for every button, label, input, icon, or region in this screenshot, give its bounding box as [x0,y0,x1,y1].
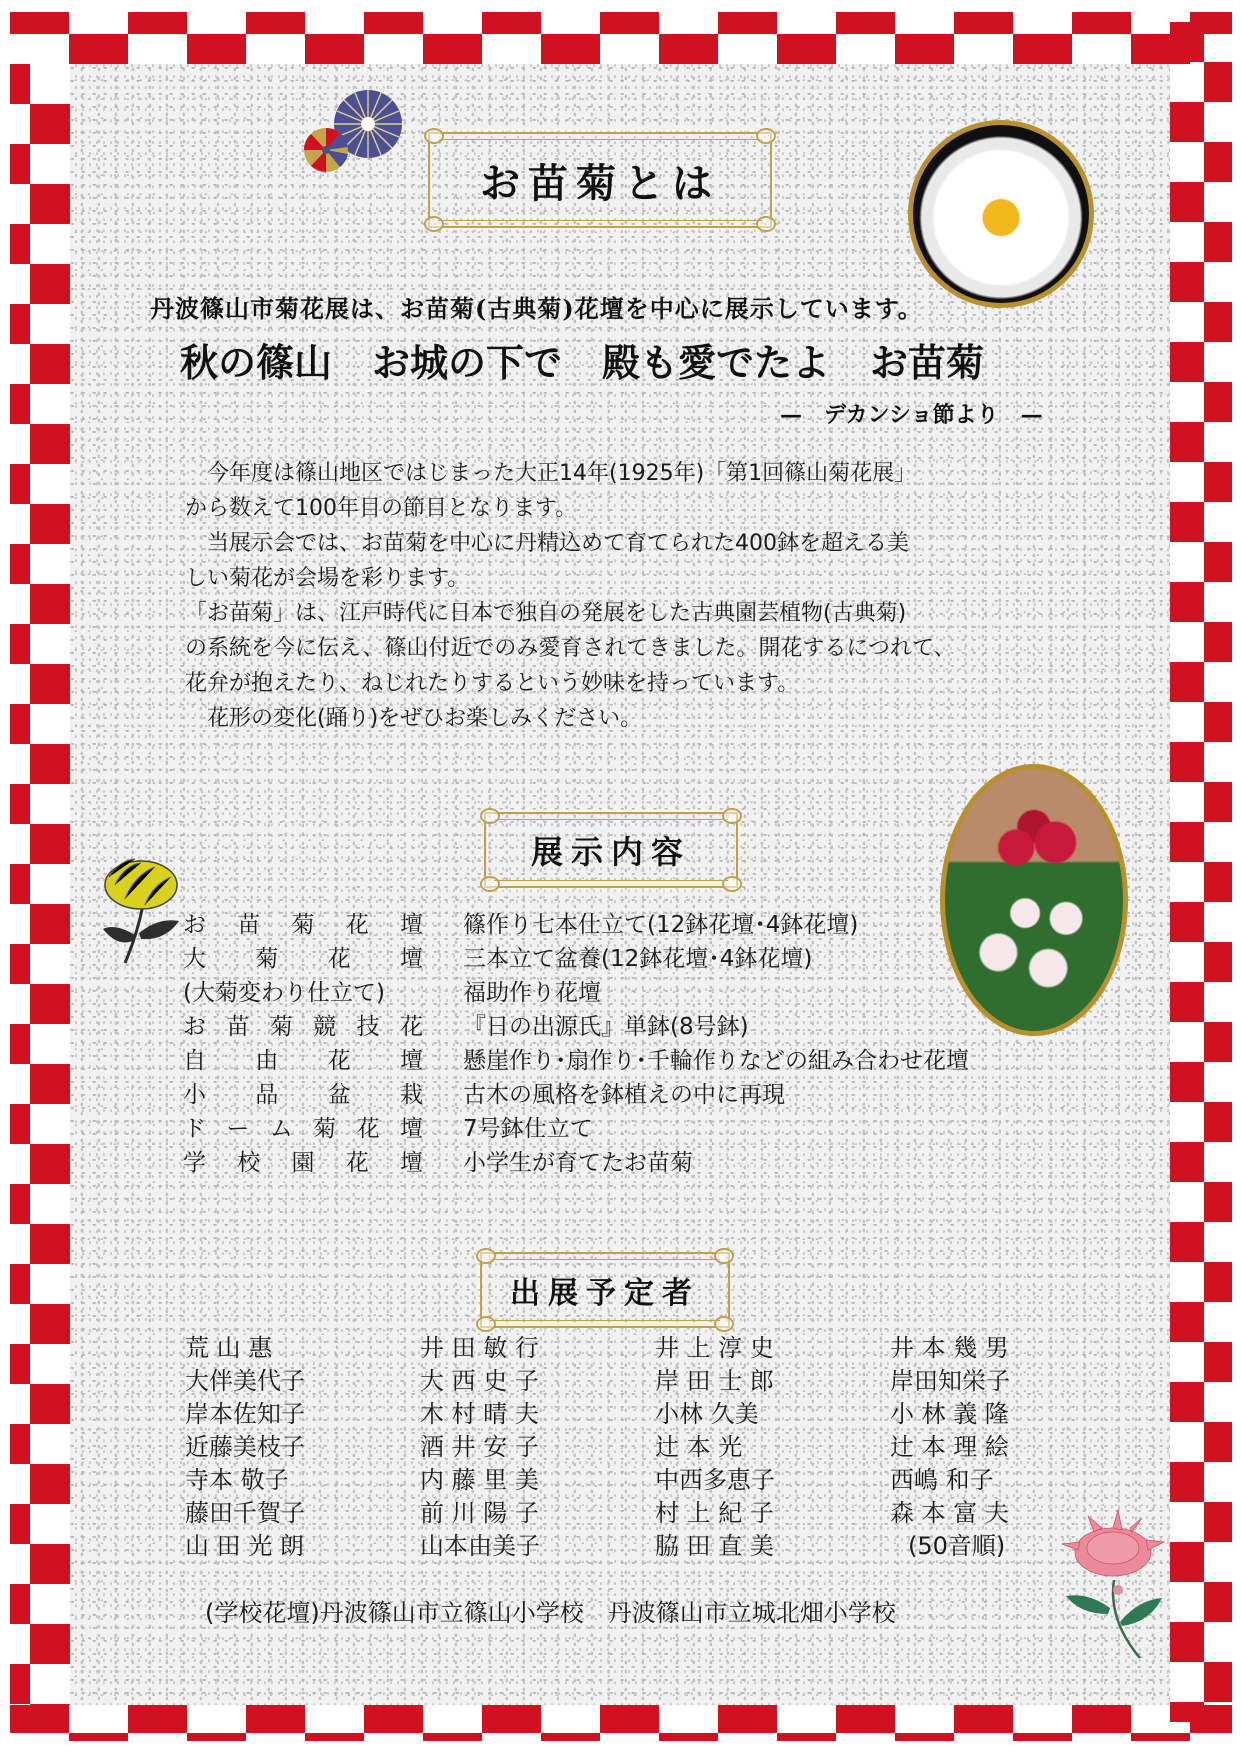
exhibit-category-char: ー [226,1116,250,1142]
exhibit-category-char: 由 [255,1048,279,1074]
red-white-chrysanthemum-photo [940,764,1128,1036]
verse-line-4: お苗菊 [870,340,985,385]
exhibit-category-char: 壇 [400,912,423,938]
exhibit-category [183,974,463,1007]
exhibit-row [183,906,858,939]
exhibit-description: 篠作り七本仕立て(12鉢花壇･4鉢花壇) [463,912,859,938]
checkered-border-bottom [10,1705,1232,1741]
exhibitor-name: 井 田 敏 行 [420,1334,539,1362]
intro-paragraphs [185,456,1085,736]
exhibit-category-char: 壇 [399,1116,423,1142]
exhibitor-name: 岸本佐知子 [185,1400,305,1428]
exhibit-description: 懸崖作り･扇作り･千輪作りなどの組み合わせ花壇 [463,1048,969,1074]
exhibit-category-char: 苗 [226,1014,250,1040]
checkered-border-left [10,64,70,1705]
exhibit-category-char: (大菊変わり仕立て) [183,980,385,1006]
exhibit-category-char: 菊 [313,1116,337,1142]
title-frame-exhibitors [480,1252,730,1328]
exhibit-description: 福助作り花壇 [463,980,601,1006]
paragraph-line: の系統を今に伝え、篠山付近でのみ愛育されてきました。開花するにつれて、 [185,636,956,661]
exhibitor-name: 西嶋 和子 [890,1466,994,1494]
paragraph-line: 今年度は篠山地区ではじまった大正14年(1925年)「第1回篠山菊花展」 [207,461,917,486]
exhibitor-name: 小林 久美 [655,1400,759,1428]
section-title-exhibitors: 出展予定者 [510,1276,700,1311]
exhibit-category-char: 壇 [400,1150,423,1176]
exhibitor-name: 山 田 光 朗 [185,1532,304,1560]
exhibit-row [183,1076,785,1109]
exhibit-category-char: 菊 [291,912,315,938]
exhibit-category-char: お [183,912,206,938]
exhibitor-name: 山本由美子 [420,1532,540,1560]
exhibit-category-char: 花 [327,946,351,972]
exhibit-category-char: 盆 [327,1082,351,1108]
paragraph-line: 当展示会では、お苗菊を中心に丹精込めて育てられた400鉢を超える美 [207,531,909,556]
exhibit-category-char: 学 [183,1150,206,1176]
verse-line-2: お城の下で [372,340,563,385]
exhibit-category-char: 競 [313,1014,337,1040]
paragraph-line: 花形の変化(踊り)をぜひお楽しみください。 [207,706,643,731]
exhibit-description: 7号鉢仕立て [463,1116,593,1142]
yellow-chrysanthemum-illustration [95,855,185,965]
paragraph-line: しい菊花が会場を彩ります。 [185,566,470,591]
exhibitor-name: (50音順) [908,1532,1006,1560]
exhibit-category [183,1008,463,1041]
exhibitor-name: 近藤美枝子 [185,1433,305,1461]
paragraph-line: 花弁が抱えたり、ねじれたりするという妙味を持っています。 [185,671,800,696]
exhibit-category-char: 品 [255,1082,279,1108]
exhibitor-name: 森 本 富 夫 [890,1499,1009,1527]
exhibit-row [183,1008,749,1041]
exhibitor-name: 酒 井 安 子 [420,1433,539,1461]
title-frame-exhibits [484,812,738,888]
exhibitor-name: 前 川 陽 子 [420,1499,539,1527]
exhibitor-name: 大 西 史 子 [420,1367,539,1395]
exhibit-category-char: 自 [183,1048,206,1074]
exhibitor-name: 藤田千賀子 [185,1499,305,1527]
exhibit-category-char: 苗 [237,912,261,938]
school-exhibitors: (学校花壇)丹波篠山市立篠山小学校 丹波篠山市立城北畑小学校 [205,1599,896,1627]
exhibit-category [183,1076,463,1109]
verse-source: — デカンショ節より — [780,402,1043,428]
exhibit-row [183,974,601,1007]
section-title-exhibits: 展示内容 [530,833,691,871]
exhibit-category-char: お [183,1014,206,1040]
exhibit-category-char: 花 [345,912,369,938]
exhibit-category-char: 花 [327,1048,351,1074]
exhibit-category [183,906,463,939]
exhibitor-name: 村 上 紀 子 [655,1499,774,1527]
exhibit-category-char: 壇 [399,1048,423,1074]
chrysanthemum-crest-icon [300,84,406,176]
white-chrysanthemum-photo [908,120,1094,308]
exhibitor-name: 大伴美代子 [185,1367,305,1395]
verse-line-3: 殿も愛でたよ [602,340,831,385]
verse [180,332,984,387]
exhibitor-name: 岸 田 士 郎 [655,1367,774,1395]
exhibit-category-char: 大 [183,946,206,972]
exhibit-row [183,1110,593,1143]
exhibit-category [183,1110,463,1143]
exhibit-description: 『日の出源氏』単鉢(8号鉢) [463,1014,749,1040]
exhibitor-name: 内 藤 里 美 [420,1466,539,1494]
pink-chrysanthemum-illustration [1058,1510,1168,1670]
exhibit-category-char: 校 [237,1150,261,1176]
exhibitor-name: 井 上 淳 史 [655,1334,774,1362]
paragraph-line: から数えて100年目の節目となります。 [185,496,578,521]
exhibitor-name: 脇 田 直 美 [655,1532,774,1560]
exhibit-category-char: 花 [356,1116,380,1142]
exhibitor-name: 木 村 晴 夫 [420,1400,539,1428]
title-frame-about [428,132,772,228]
exhibit-row [183,1144,693,1177]
exhibit-category-char: 栽 [399,1082,423,1108]
exhibit-category-char: 菊 [269,1014,293,1040]
checkered-border-right [1170,22,1232,1722]
exhibitor-name: 荒 山 惠 [185,1334,273,1362]
exhibitor-name: 小 林 義 隆 [890,1400,1009,1428]
exhibit-category-char: 園 [291,1150,315,1176]
exhibitor-name: 辻 本 光 [655,1433,743,1461]
exhibit-description: 小学生が育てたお苗菊 [463,1150,693,1176]
exhibit-category [183,1144,463,1177]
exhibitor-name: 中西多恵子 [655,1466,775,1494]
exhibitor-name: 井 本 幾 男 [890,1334,1009,1362]
exhibit-category-char: 小 [183,1082,206,1108]
exhibitor-name: 辻 本 理 絵 [890,1433,1009,1461]
exhibit-category-char: ム [269,1116,293,1142]
exhibit-row [183,1042,969,1075]
exhibit-category [183,940,463,973]
exhibitor-names [185,1332,1080,1563]
intro-lead: 丹波篠山市菊花展は、お苗菊(古典菊)花壇を中心に展示しています。 [150,294,923,323]
exhibit-row [183,940,812,973]
exhibit-category-char: ド [183,1116,206,1142]
paragraph-line: 「お苗菊」は、江戸時代に日本で独自の発展をした古典園芸植物(古典菊) [185,601,907,626]
verse-line-1: 秋の篠山 [180,340,333,385]
exhibitor-name: 岸田知栄子 [890,1367,1010,1395]
exhibit-category-char: 技 [356,1014,380,1040]
exhibit-category-char: 菊 [255,946,279,972]
exhibit-description: 三本立て盆養(12鉢花壇･4鉢花壇) [463,946,813,972]
exhibit-category-char: 花 [399,1014,423,1040]
section-title-about: お苗菊とは [480,159,720,207]
exhibit-category [183,1042,463,1075]
checkered-border-top [10,12,1232,64]
exhibit-category-char: 花 [345,1150,369,1176]
exhibitor-name: 寺本 敬子 [185,1466,289,1494]
exhibit-category-char: 壇 [399,946,423,972]
exhibit-description: 古木の風格を鉢植えの中に再現 [463,1082,785,1108]
